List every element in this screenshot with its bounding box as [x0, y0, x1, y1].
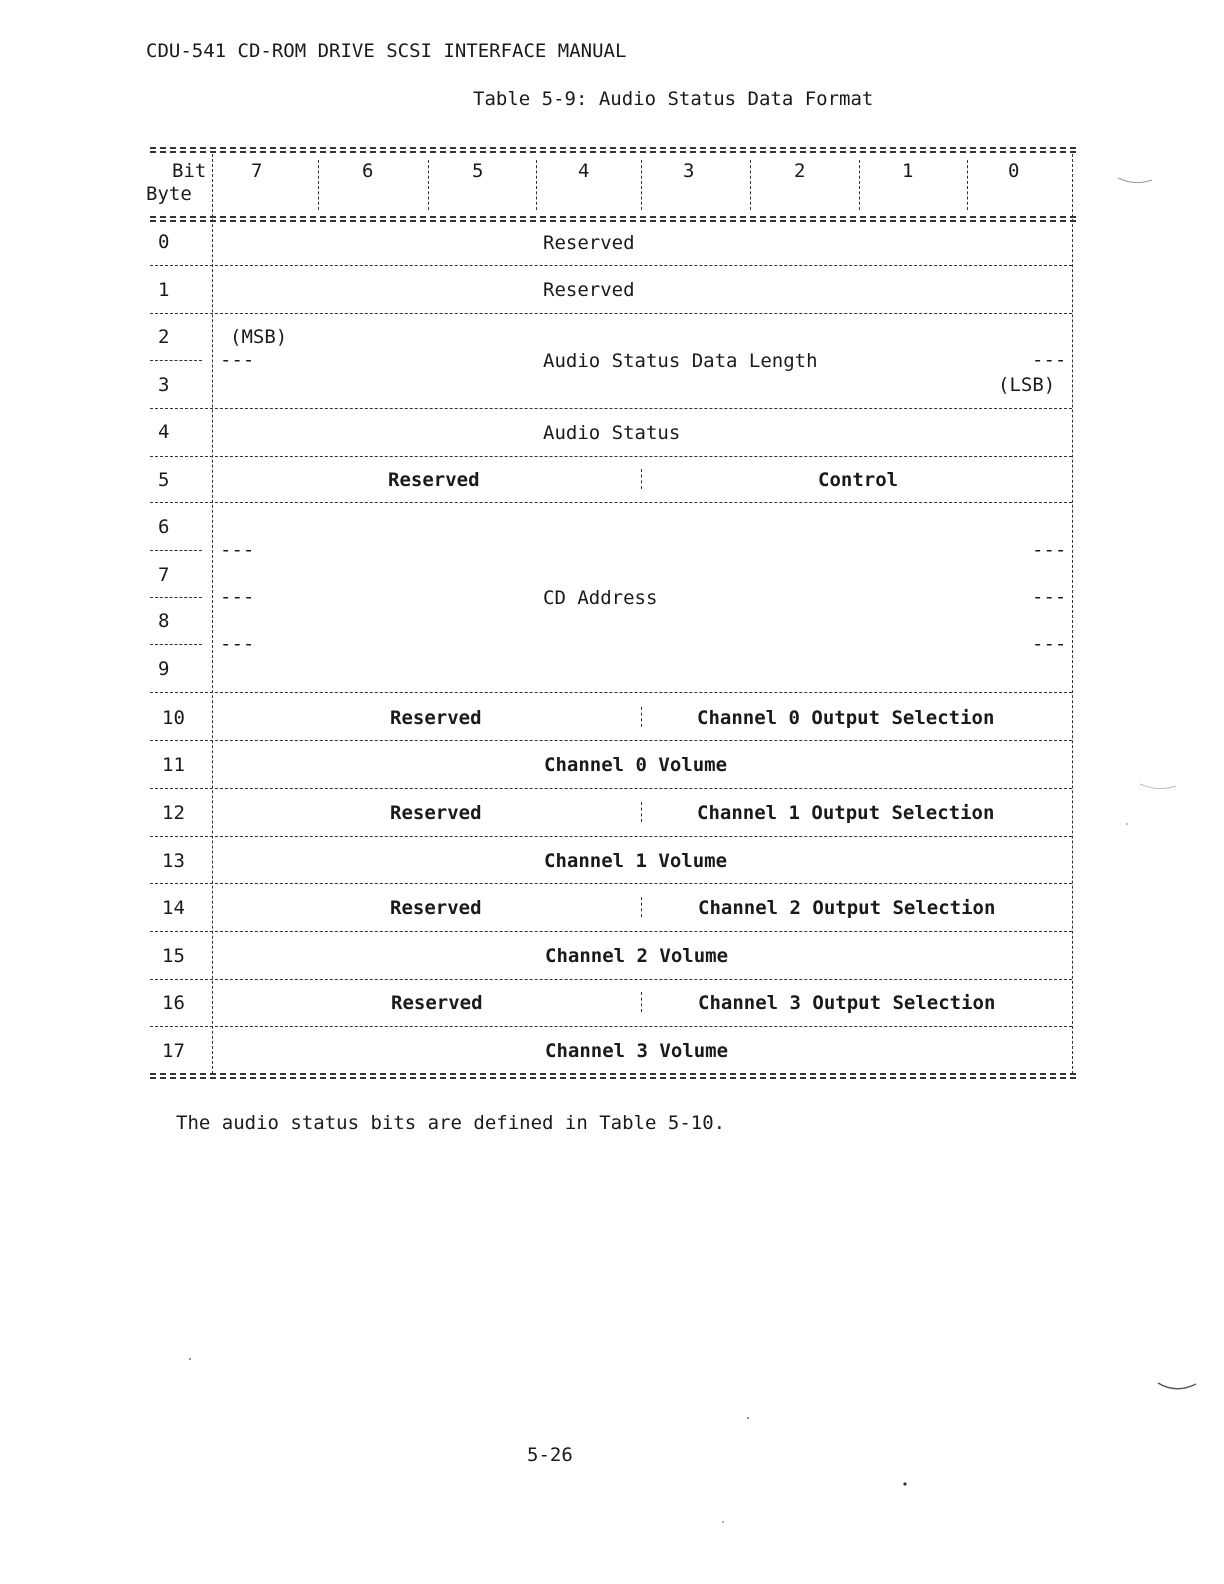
field-channel-2-output-selection: Channel 2 Output Selection	[698, 897, 996, 919]
bit-6: 6	[362, 160, 374, 182]
field-channel-3-volume: Channel 3 Volume	[545, 1040, 729, 1062]
continuation-marker: ---	[220, 349, 255, 371]
field-audio-status-data-length: Audio Status Data Length	[543, 350, 818, 372]
byte-number: 8	[158, 610, 170, 632]
page-number: 5-26	[527, 1444, 573, 1466]
field-channel-0-output-selection: Channel 0 Output Selection	[697, 707, 995, 729]
byte-number: 9	[158, 658, 170, 680]
field-cd-address: CD Address	[543, 587, 658, 609]
msb-marker: (MSB)	[230, 326, 288, 348]
bit-3: 3	[683, 160, 695, 182]
field-channel-1-output-selection: Channel 1 Output Selection	[697, 802, 995, 824]
byte-number: 16	[162, 992, 185, 1014]
byte-number: 10	[162, 707, 185, 729]
field-channel-1-volume: Channel 1 Volume	[544, 850, 728, 872]
byte-number: 5	[158, 469, 170, 491]
byte-number: 15	[162, 945, 185, 967]
manual-header: CDU-541 CD-ROM DRIVE SCSI INTERFACE MANUAL	[146, 40, 627, 62]
byte-number: 4	[158, 421, 170, 443]
continuation-marker: ---	[220, 633, 255, 655]
byte-number: 13	[162, 850, 185, 872]
bit-1: 1	[902, 160, 914, 182]
byte-number: 14	[162, 897, 185, 919]
bit-2: 2	[794, 160, 806, 182]
byte-label: Byte	[146, 183, 192, 205]
byte-number: 0	[158, 231, 170, 253]
byte-number: 12	[162, 802, 185, 824]
field-reserved: Reserved	[391, 992, 483, 1014]
byte-number: 1	[158, 279, 170, 301]
field-reserved: Reserved	[390, 707, 482, 729]
field-channel-3-output-selection: Channel 3 Output Selection	[698, 992, 996, 1014]
bit-4: 4	[578, 160, 590, 182]
byte-number: 2	[158, 326, 170, 348]
byte-number: 6	[158, 516, 170, 538]
lsb-marker: (LSB)	[998, 374, 1056, 396]
bit-label: Bit	[172, 160, 207, 182]
continuation-marker: ---	[1032, 633, 1067, 655]
field-reserved: Reserved	[390, 802, 482, 824]
continuation-marker: ---	[220, 586, 255, 608]
field-channel-2-volume: Channel 2 Volume	[545, 945, 729, 967]
byte-number: 7	[158, 564, 170, 586]
continuation-marker: ---	[220, 539, 255, 561]
table-caption: Table 5-9: Audio Status Data Format	[473, 88, 874, 110]
continuation-marker: ---	[1032, 539, 1067, 561]
field-audio-status: Audio Status	[543, 422, 681, 444]
bit-0: 0	[1008, 160, 1020, 182]
field-reserved: Reserved	[543, 232, 635, 254]
continuation-marker: ---	[1032, 586, 1067, 608]
field-reserved: Reserved	[543, 279, 635, 301]
bit-7: 7	[251, 160, 263, 182]
continuation-marker: ---	[1032, 349, 1067, 371]
field-reserved: Reserved	[390, 897, 482, 919]
table-note: The audio status bits are defined in Table 5-10.	[176, 1112, 726, 1134]
byte-number: 17	[162, 1040, 185, 1062]
field-channel-0-volume: Channel 0 Volume	[544, 754, 728, 776]
field-control: Control	[818, 469, 899, 491]
byte-number: 11	[162, 754, 185, 776]
field-reserved: Reserved	[388, 469, 480, 491]
bit-5: 5	[472, 160, 484, 182]
byte-number: 3	[158, 374, 170, 396]
